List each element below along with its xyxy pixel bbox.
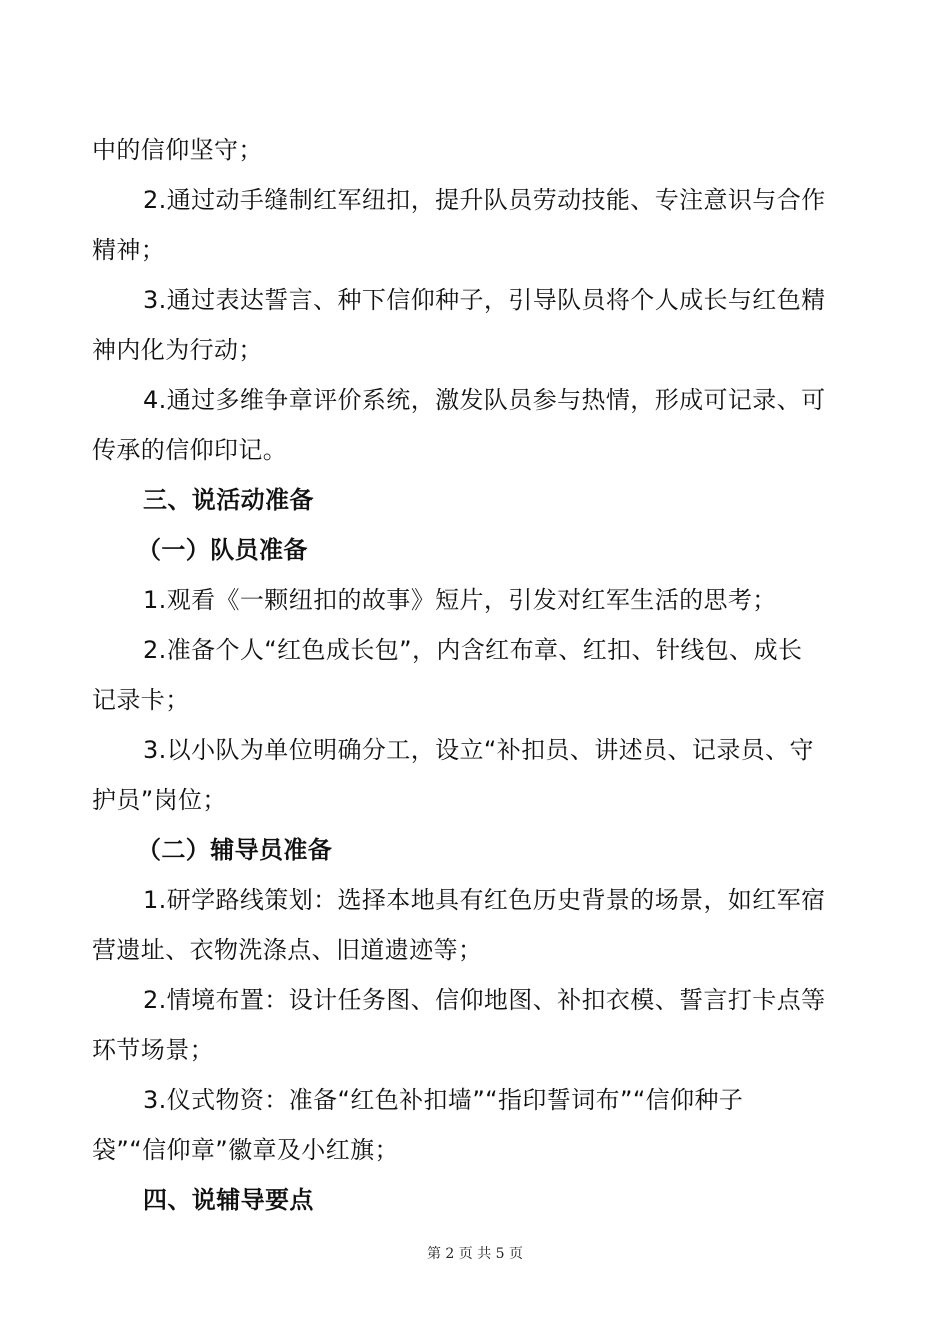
list-item-line: 2.通过动手缝制红军纽扣，提升队员劳动技能、专注意识与合作 [143, 186, 826, 214]
page-footer: 第 2 页 共 5 页 [426, 1246, 524, 1262]
section-heading: 四、说辅导要点 [143, 1186, 314, 1214]
list-item-line: 3.以小队为单位明确分工，设立“补扣员、讲述员、记录员、守 [143, 736, 814, 764]
list-item-line: 3.仪式物资：准备“红色补扣墙”“指印誓词布”“信仰种子 [143, 1086, 744, 1114]
body-line: 环节场景； [92, 1036, 214, 1064]
body-line: 传承的信仰印记。 [92, 436, 288, 464]
section-heading: 三、说活动准备 [143, 486, 314, 514]
list-item-line: 1.研学路线策划：选择本地具有红色历史背景的场景，如红军宿 [143, 886, 826, 914]
list-item-line: 2.情境布置：设计任务图、信仰地图、补扣衣模、誓言打卡点等 [143, 986, 826, 1014]
list-item-line: 3.通过表达誓言、种下信仰种子，引导队员将个人成长与红色精 [143, 286, 826, 314]
subsection-heading: （二）辅导员准备 [137, 836, 333, 864]
list-item-line: 2.准备个人“红色成长包”，内含红布章、红扣、针线包、成长 [143, 636, 803, 664]
body-line: 护员”岗位； [92, 786, 227, 814]
body-line: 袋”“信仰章”徽章及小红旗； [92, 1136, 399, 1164]
body-line: 精神； [92, 236, 166, 264]
list-item-line: 4.通过多维争章评价系统，激发队员参与热情，形成可记录、可 [143, 386, 826, 414]
body-line: 营遗址、衣物洗涤点、旧道遗迹等； [92, 936, 483, 964]
body-line: 中的信仰坚守； [92, 136, 263, 164]
list-item-line: 1.观看《一颗纽扣的故事》短片，引发对红军生活的思考； [143, 586, 777, 614]
body-line: 记录卡； [92, 686, 190, 714]
body-line: 神内化为行动； [92, 336, 263, 364]
subsection-heading: （一）队员准备 [137, 536, 308, 564]
